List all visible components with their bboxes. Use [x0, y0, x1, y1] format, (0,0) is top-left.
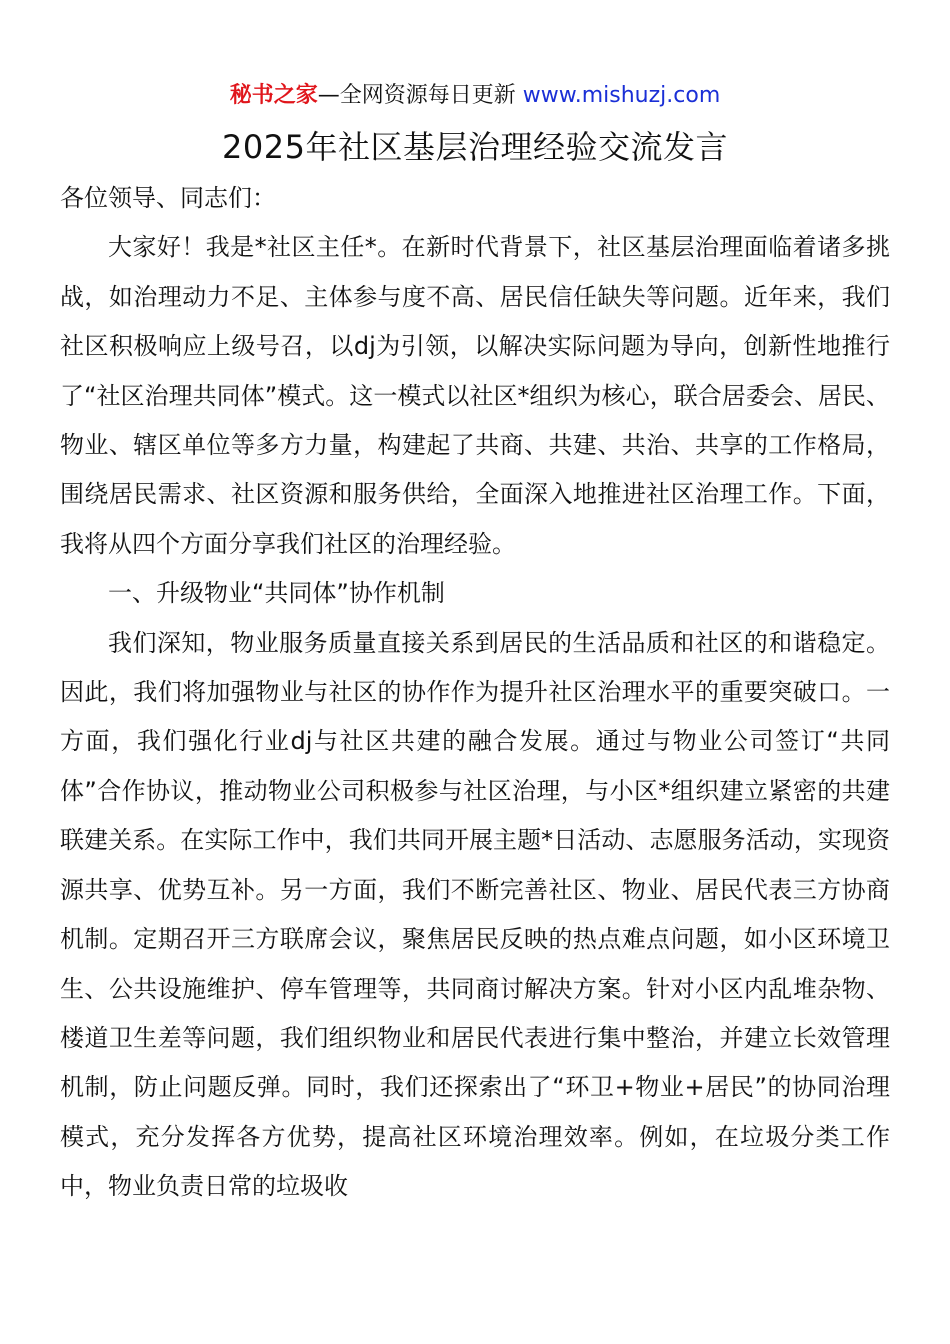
brand-name: 秘书之家 [229, 83, 318, 108]
site-tagline: —全网资源每日更新 [317, 83, 516, 108]
document-title: 2025年社区基层治理经验交流发言 [222, 128, 728, 166]
site-url-link[interactable]: www.mishuzj.com [522, 83, 721, 108]
document-body [60, 174, 890, 1212]
paragraph-intro: 大家好！我是*社区主任*。在新时代背景下，社区基层治理面临着诸多挑战，如治理动力不足、主体参与度不高、居民信任缺失等问题。近年来，我们社区积极响应上级号召，以dj为引领，以解决实际问题为导向，创新性地推行了“社区治理共同体”模式。这一模式以社区*组织为核心，联合居委会、居民、物业、辖区单位等多方力量，构建起了共商、共建、共治、共享的工作格局，围绕居民需求、社区资源和服务供给，全面深入地推进社区治理工作。下面，我将从四个方面分享我们社区的治理经验。 [60, 233, 890, 558]
salutation: 各位领导、同志们： [60, 184, 276, 212]
paragraph-section-1: 我们深知，物业服务质量直接关系到居民的生活品质和社区的和谐稳定。因此，我们将加强物业与社区的协作作为提升社区治理水平的重要突破口。一方面，我们强化行业dj与社区共建的融合发展。通过与物业公司签订“共同体”合作协议，推动物业公司积极参与社区治理，与小区*组织建立紧密的共建联建关系。在实际工作中，我们共同开展主题*日活动、志愿服务活动，实现资源共享、优势互补。另一方面，我们不断完善社区、物业、居民代表三方协商机制。定期召开三方联席会议，聚焦居民反映的热点难点问题，如小区环境卫生、公共设施维护、停车管理等，共同商讨解决方案。针对小区内乱堆杂物、楼道卫生差等问题，我们组织物业和居民代表进行集中整治，并建立长效管理机制，防止问题反弹。同时，我们还探索出了“环卫+物业+居民”的协同治理模式，充分发挥各方优势，提高社区环境治理效率。例如，在垃圾分类工作中，物业负责日常的垃圾收 [60, 628, 890, 1201]
site-header [0, 80, 950, 112]
section-heading-1: 一、升级物业“共同体”协作机制 [108, 579, 445, 608]
